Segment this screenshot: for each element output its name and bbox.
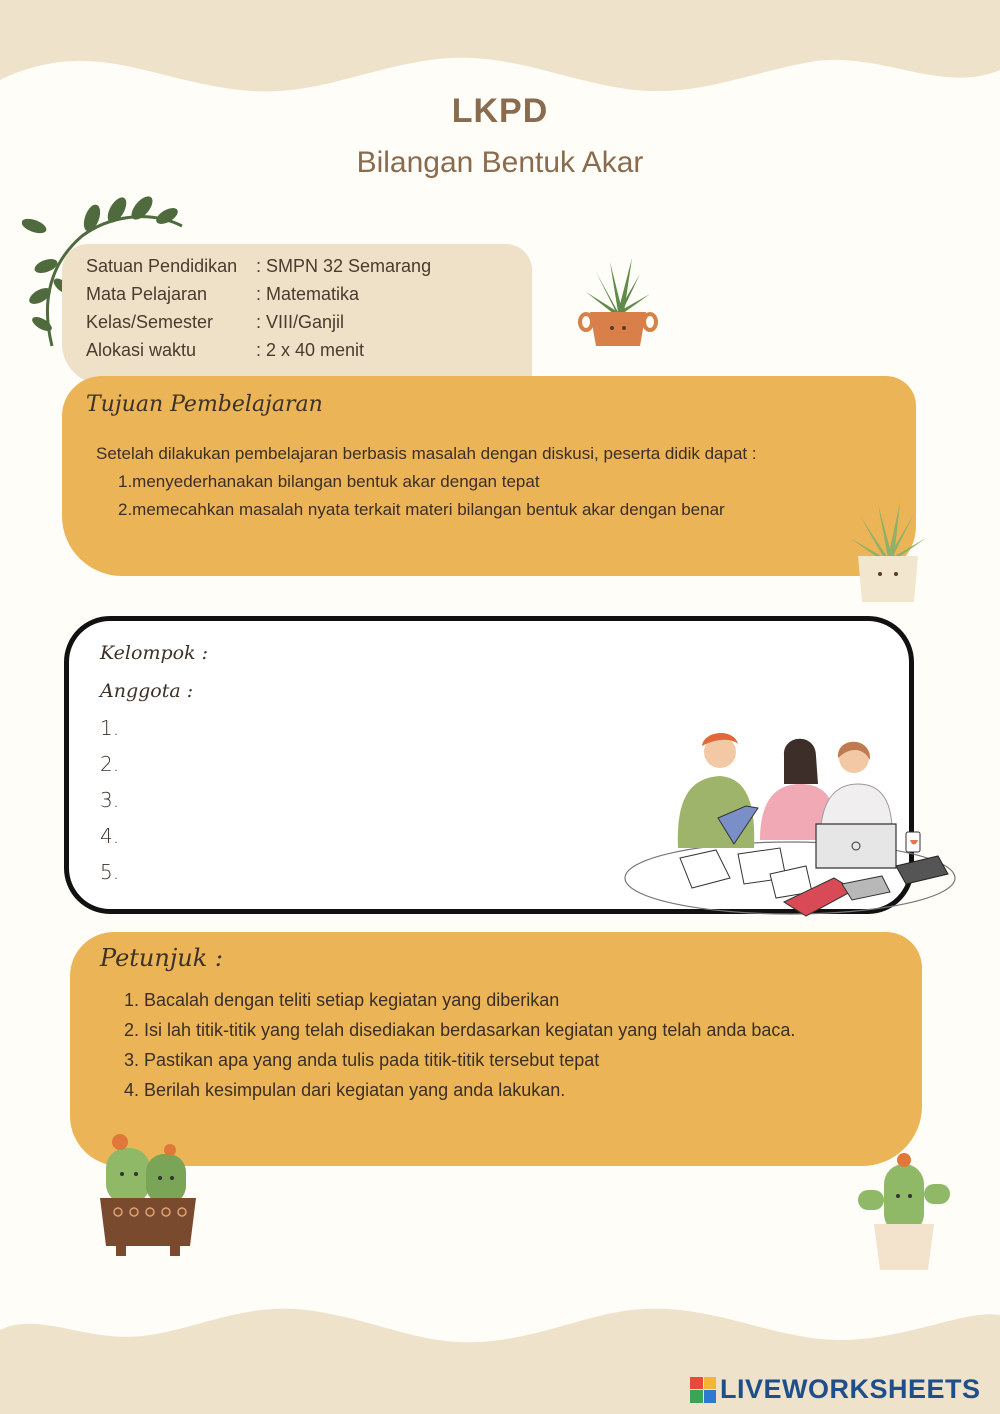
info-value: : Matematika xyxy=(256,284,360,304)
info-value: : VIII/Ganjil xyxy=(256,312,345,332)
liveworksheets-logo-icon xyxy=(690,1377,716,1403)
list-item: 2. Isi lah titik-titik yang telah disediakan berdasarkan kegiatan yang telah anda baca. xyxy=(124,1020,796,1040)
list-item: 4. Berilah kesimpulan dari kegiatan yang anda lakukan. xyxy=(124,1080,566,1100)
page-subtitle: Bilangan Bentuk Akar xyxy=(356,146,644,179)
info-row xyxy=(86,256,431,277)
info-value: : 2 x 40 menit xyxy=(256,340,365,360)
study-group-illustration xyxy=(620,728,956,920)
info-label: Mata Pelajaran xyxy=(86,284,208,304)
tujuan-intro: Setelah dilakukan pembelajaran berbasis masalah dengan diskusi, peserta didik dapat : xyxy=(96,444,757,463)
potted-plant-icon xyxy=(576,252,660,352)
info-row xyxy=(86,340,364,361)
member-number: 1. xyxy=(100,716,120,740)
liveworksheets-brand[interactable] xyxy=(690,1374,981,1405)
member-number: 3. xyxy=(100,788,120,812)
anggota-label: Anggota : xyxy=(100,680,194,702)
page-title: LKPD xyxy=(451,92,549,130)
info-row xyxy=(86,284,359,305)
list-item: 1. Bacalah dengan teliti setiap kegiatan yang diberikan xyxy=(124,990,560,1010)
succulent-plant-icon xyxy=(848,498,928,604)
info-label: Alokasi waktu xyxy=(86,340,197,360)
member-number: 4. xyxy=(100,824,120,848)
info-label: Satuan Pendidikan xyxy=(86,256,238,276)
info-row xyxy=(86,312,344,333)
cactus-pot-icon xyxy=(96,1128,200,1260)
cactus-pot-icon xyxy=(852,1150,956,1272)
list-item: 2.memecahkan masalah nyata terkait materi bilangan bentuk akar dengan benar xyxy=(118,500,725,519)
tujuan-heading: Tujuan Pembelajaran xyxy=(86,392,323,417)
list-item: 3. Pastikan apa yang anda tulis pada titik-titik tersebut tepat xyxy=(124,1050,600,1070)
member-number: 5. xyxy=(100,860,120,884)
member-number: 2. xyxy=(100,752,120,776)
brand-text: LIVEWORKSHEETS xyxy=(720,1374,981,1404)
list-item: 1.menyederhanakan bilangan bentuk akar dengan tepat xyxy=(118,472,540,491)
kelompok-label: Kelompok : xyxy=(100,642,209,664)
info-value: : SMPN 32 Semarang xyxy=(256,256,432,276)
petunjuk-heading: Petunjuk : xyxy=(100,944,223,972)
info-label: Kelas/Semester xyxy=(86,312,214,332)
